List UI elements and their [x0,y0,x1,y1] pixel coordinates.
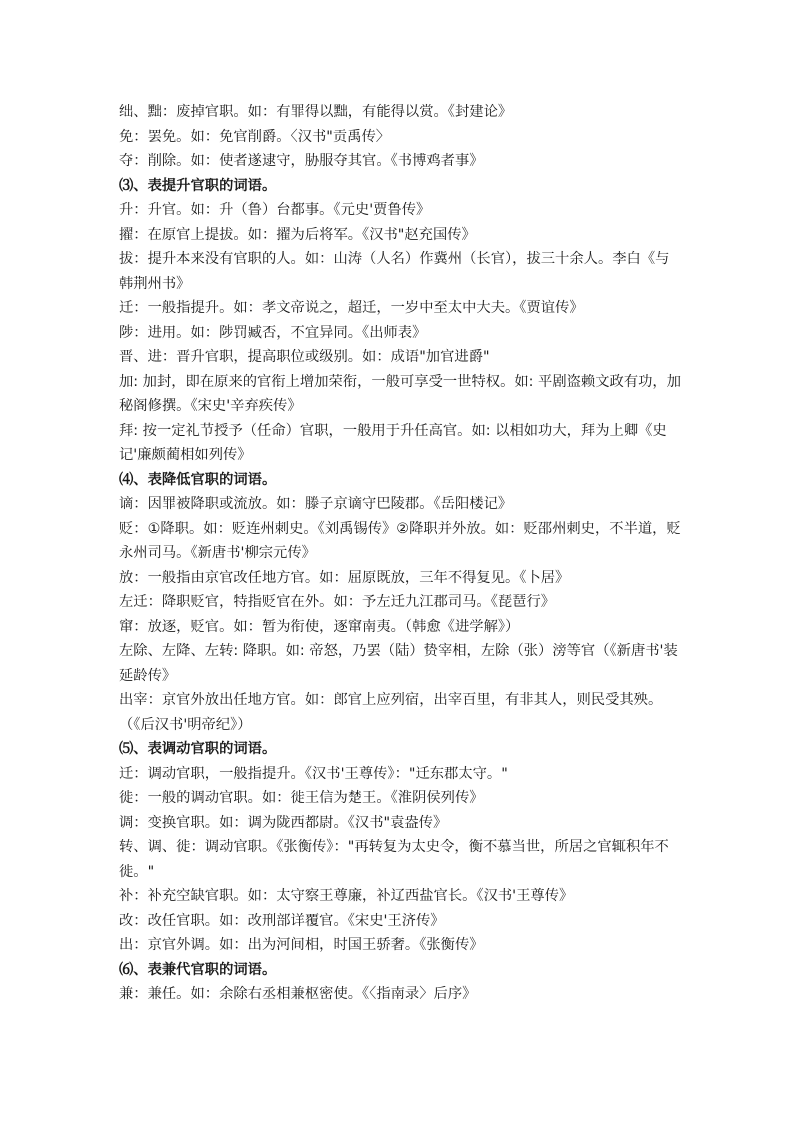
entry-zhi: 陟：进用。如：陟罚臧否，不宜异同。《出师表》 [119,324,427,341]
entry-jia: 加: 加封，即在原来的官衔上增加荣衔，一般可享受一世特权。如: 平剧盗赖文政有功，加秘阁修撰。《宋史'辛弃疾传》 [119,373,681,414]
section-heading-concurrent: ⑹、表兼代官职的词语。 [119,961,277,978]
entry-zhuan: 转、调、徙：调动官职。《张衡传》："再转复为太史令，衡不慕当世，所居之官辄积年不徙。" [119,839,669,880]
entry-mian: 免：罢免。如：免官削爵。〈汉书"贡禹传〉 [119,128,391,145]
entry-fang: 放：一般指由京官改任地方官。如：屈原既放，三年不得复见。《卜居》 [119,569,570,586]
entry-jian: 兼：兼任。如：余除右丞相兼枢密使。《〈指南录〉后序》 [119,986,477,1002]
entry-diao: 调：变换官职。如：调为陇西都尉。《汉书"袁盎传》 [119,814,448,831]
entry-xi: 徙：一般的调动官职。如：徙王信为楚王。《淮阴侯列传》 [119,790,484,806]
entry-zuochu: 左除、左降、左转: 降职。如: 帝怒，乃罢（陆）贽宰相，左除（张）滂等官（《新唐书'装延龄传》 [119,643,678,684]
entry-bai: 拜: 按一定礼节授予（任命）官职，一般用于升任高官。如: 以相如功大，拜为上卿《史记'廉颇蔺相如列传》 [119,422,667,463]
entry-bu: 补：补充空缺官职。如：太守察王尊廉，补辽西盐官长。《汉书'王尊传》 [119,888,574,904]
entry-jin: 晋、进：晋升官职，提高职位或级别。如：成语"加官进爵" [119,349,490,365]
entry-zhuo: 擢：在原官上提拔。如：擢为后将军。《汉书"赵充国传》 [119,226,476,243]
entry-chuzai: 出宰：京官外放出任地方官。如：郎官上应列宿，出宰百里，有非其人，则民受其殃。 [119,692,663,708]
entry-zuoqian: 左迁：降职贬官，特指贬官在外。如：予左迁九江郡司马。《琵琶行》 [119,594,556,610]
entry-chuzai-source: （《后汉书'明帝纪》） [119,716,252,733]
entry-duo: 夺：削除。如：使者遂逮守，胁服夺其官。《书博鸡者事》 [119,153,484,169]
entry-gai: 改：改任官职。如：改刑部详覆官。《宋史'王济传》 [119,912,445,929]
entry-zhe: 谪：因罪被降职或流放。如：滕子京谪守巴陵郡。《岳阳楼记》 [119,496,513,512]
section-heading-promotion: ⑶、表提升官职的词语。 [119,177,277,194]
document-body [119,100,681,1007]
entry-qian-transfer: 迁：调动官职，一般指提升。《汉书'王尊传》："迁东郡太守。" [119,765,508,782]
entry-cuan: 窜：放逐，贬官。如：暂为衔使，逐窜南夷。（韩愈《进学解》） [119,618,520,635]
entry-qian: 迁：一般指提升。如：孝文帝说之，超迁，一岁中至太中大夫。《贾谊传》 [119,300,584,316]
section-heading-demotion: ⑷、表降低官职的词语。 [119,471,277,488]
entry-chu: 绌、黜：废掉官职。如：有罪得以黜，有能得以赏。《封建论》 [119,104,513,120]
entry-ba: 拔：提升本来没有官职的人。如：山涛（人名）作冀州（长官），拔三十余人。李白《与韩荆州书》 [119,251,670,292]
section-heading-transfer: ⑸、表调动官职的词语。 [119,741,277,757]
entry-chu-out: 出：京官外调。如：出为河间相，时国王骄奢。《张衡传》 [119,937,484,953]
entry-sheng: 升：升官。如：升（鲁）台都事。《元史'贾鲁传》 [119,202,431,218]
entry-bian: 贬：①降职。如：贬连州刺史。《刘禹锡传》②降职并外放。如：贬邵州刺史，不半道，贬永州司马。《新唐书'柳宗元传》 [119,520,681,561]
